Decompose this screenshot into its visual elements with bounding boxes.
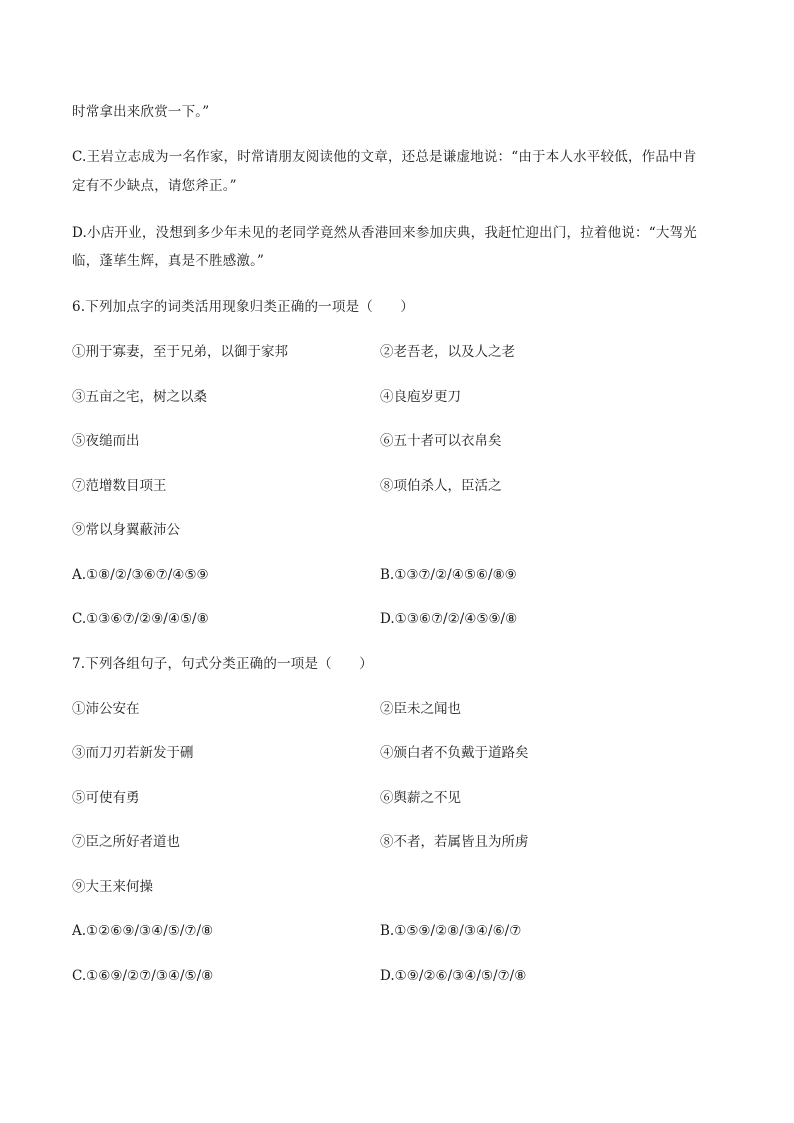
q7-item: ⑨大王来何操	[72, 879, 153, 895]
q6-choice-d[interactable]: D.①③⑥⑦/②/④⑤⑨/⑧	[380, 611, 518, 627]
q7-stem: 7.下列各组句子，句式分类正确的一项是（ ）	[72, 656, 373, 672]
q6-item: ③五亩之宅，树之以桑	[72, 389, 207, 405]
option-c-paragraph-line2: 定有不少缺点，请您斧正。”	[72, 178, 237, 194]
q6-item: ⑤夜缒而出	[72, 433, 140, 449]
option-c-paragraph-line1: C.王岩立志成为一名作家，时常请朋友阅读他的文章，还总是谦虚地说：“由于本人水平较低，作品中肯	[72, 149, 697, 165]
q7-choice-a[interactable]: A.①②⑥⑨/③④/⑤/⑦/⑧	[72, 923, 214, 939]
q6-choice-b[interactable]: B.①③⑦/②/④⑤⑥/⑧⑨	[380, 567, 517, 583]
q7-item: ⑤可使有勇	[72, 790, 140, 806]
q6-item: ⑨常以身翼蔽沛公	[72, 522, 180, 538]
option-d-paragraph-line1: D.小店开业，没想到多少年未见的老同学竟然从香港回来参加庆典，我赶忙迎出门，拉着他说：“大驾光	[72, 225, 697, 241]
q7-item: ②臣未之闻也	[380, 701, 461, 717]
q7-item: ⑦臣之所好者道也	[72, 834, 180, 850]
q7-item: ⑥舆薪之不见	[380, 790, 461, 806]
q7-choice-c[interactable]: C.①⑥⑨/②⑦/③④/⑤/⑧	[72, 968, 214, 984]
option-d-paragraph-line2: 临，蓬荜生辉，真是不胜感激。”	[72, 253, 265, 269]
prev-option-continuation: 时常拿出来欣赏一下。”	[72, 104, 210, 120]
q6-item: ⑦范增数目项王	[72, 478, 167, 494]
q6-choice-a[interactable]: A.①⑧/②/③⑥⑦/④⑤⑨	[72, 567, 209, 583]
q6-item: ①刑于寡妻，至于兄弟，以御于家邦	[72, 344, 288, 360]
q7-item: ⑧不者，若属皆且为所虏	[380, 834, 529, 850]
q6-item: ④良庖岁更刀	[380, 389, 461, 405]
q6-choice-c[interactable]: C.①③⑥⑦/②⑨/④⑤/⑧	[72, 611, 209, 627]
q7-choice-d[interactable]: D.①⑨/②⑥/③④/⑤/⑦/⑧	[380, 968, 527, 984]
q6-item: ⑥五十者可以衣帛矣	[380, 433, 502, 449]
q7-item: ①沛公安在	[72, 701, 140, 717]
q7-item: ④颁白者不负戴于道路矣	[380, 745, 529, 761]
q7-item: ③而刀刃若新发于硎	[72, 745, 194, 761]
q6-item: ⑧项伯杀人，臣活之	[380, 478, 502, 494]
q6-item: ②老吾老，以及人之老	[380, 344, 515, 360]
q6-stem: 6.下列加点字的词类活用现象归类正确的一项是（ ）	[72, 299, 415, 315]
q7-choice-b[interactable]: B.①⑤⑨/②⑧/③④/⑥/⑦	[380, 923, 522, 939]
